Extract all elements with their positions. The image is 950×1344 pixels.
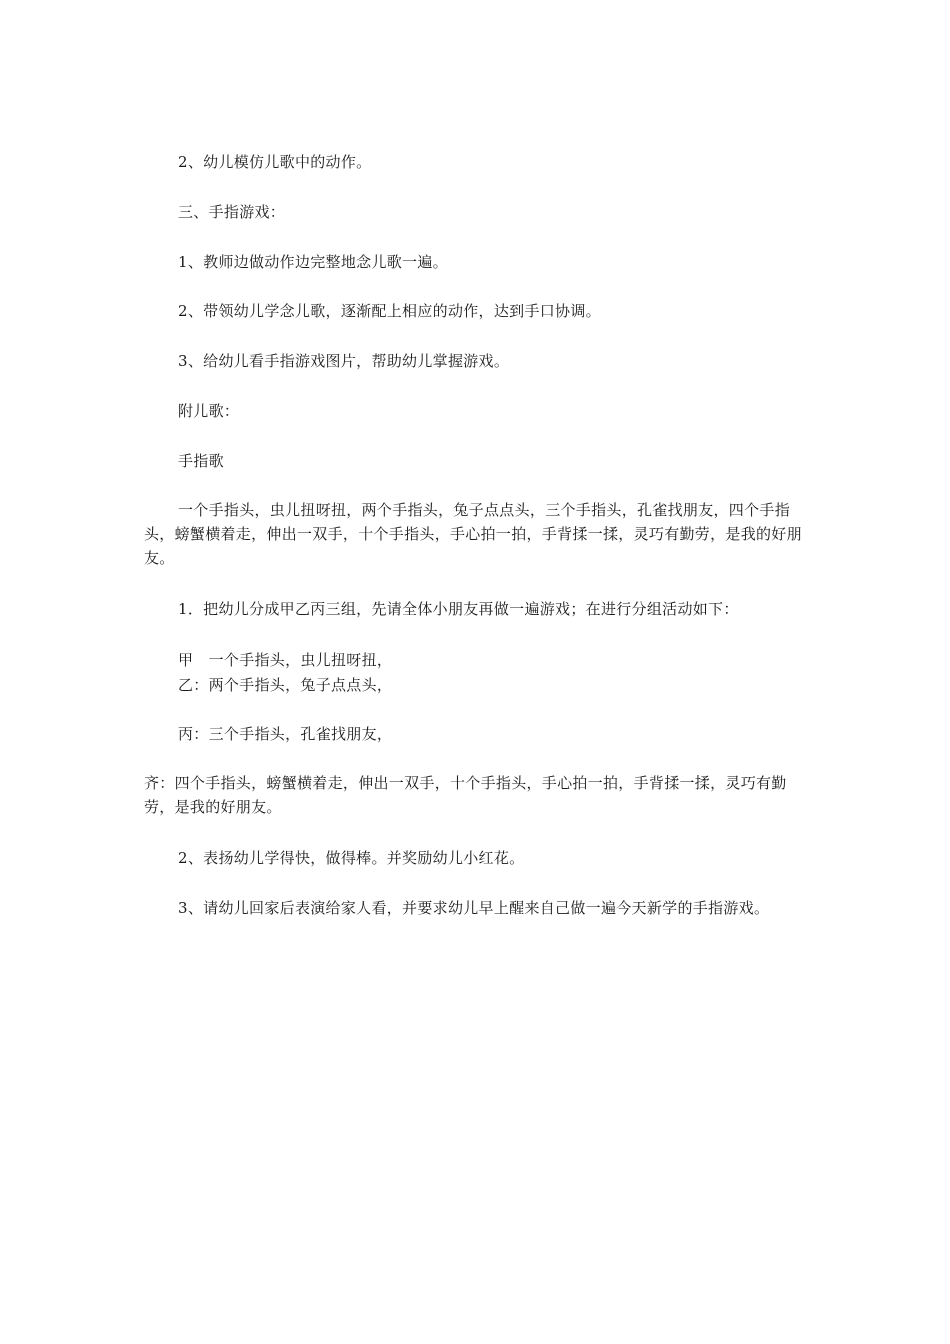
paragraph-imitate-actions: 2、幼儿模仿儿歌中的动作。 bbox=[178, 153, 372, 171]
group-c-line: 丙：三个手指头，孔雀找朋友， bbox=[178, 725, 393, 743]
paragraph-group-instructions: 1．把幼儿分成甲乙丙三组，先请全体小朋友再做一遍游戏；在进行分组活动如下： bbox=[178, 600, 739, 618]
paragraph-teacher-recite: 1、教师边做动作边完整地念儿歌一遍。 bbox=[178, 253, 448, 271]
paragraph-praise: 2、表扬幼儿学得快，做得棒。并奖励幼儿小红花。 bbox=[178, 849, 525, 867]
paragraph-lead-children: 2、带领幼儿学念儿歌，逐渐配上相应的动作，达到手口协调。 bbox=[178, 302, 601, 320]
group-b-line: 乙：两个手指头，兔子点点头， bbox=[178, 676, 393, 694]
paragraph-appendix-label: 附儿歌： bbox=[178, 402, 240, 420]
group-a-line: 甲 一个手指头，虫儿扭呀扭， bbox=[178, 651, 393, 669]
song-lyrics: 一个手指头，虫儿扭呀扭，两个手指头，兔子点点头，三个手指头，孔雀找朋友，四个手指头，螃蟹横着走，伸出一双手，十个手指头，手心拍一拍，手背揉一揉，灵巧有勤劳，是我的好朋友。 bbox=[144, 501, 802, 567]
paragraph-homework: 3、请幼儿回家后表演给家人看，并要求幼儿早上醒来自己做一遍今天新学的手指游戏。 bbox=[178, 899, 770, 917]
section-heading-finger-game: 三、手指游戏： bbox=[178, 203, 286, 221]
all-together-line: 齐：四个手指头，螃蟹横着走，伸出一双手，十个手指头，手心拍一拍，手背揉一揉，灵巧有勤劳，是我的好朋友。 bbox=[144, 774, 787, 816]
paragraph-show-pictures: 3、给幼儿看手指游戏图片，帮助幼儿掌握游戏。 bbox=[178, 352, 510, 370]
song-title: 手指歌 bbox=[178, 452, 224, 470]
